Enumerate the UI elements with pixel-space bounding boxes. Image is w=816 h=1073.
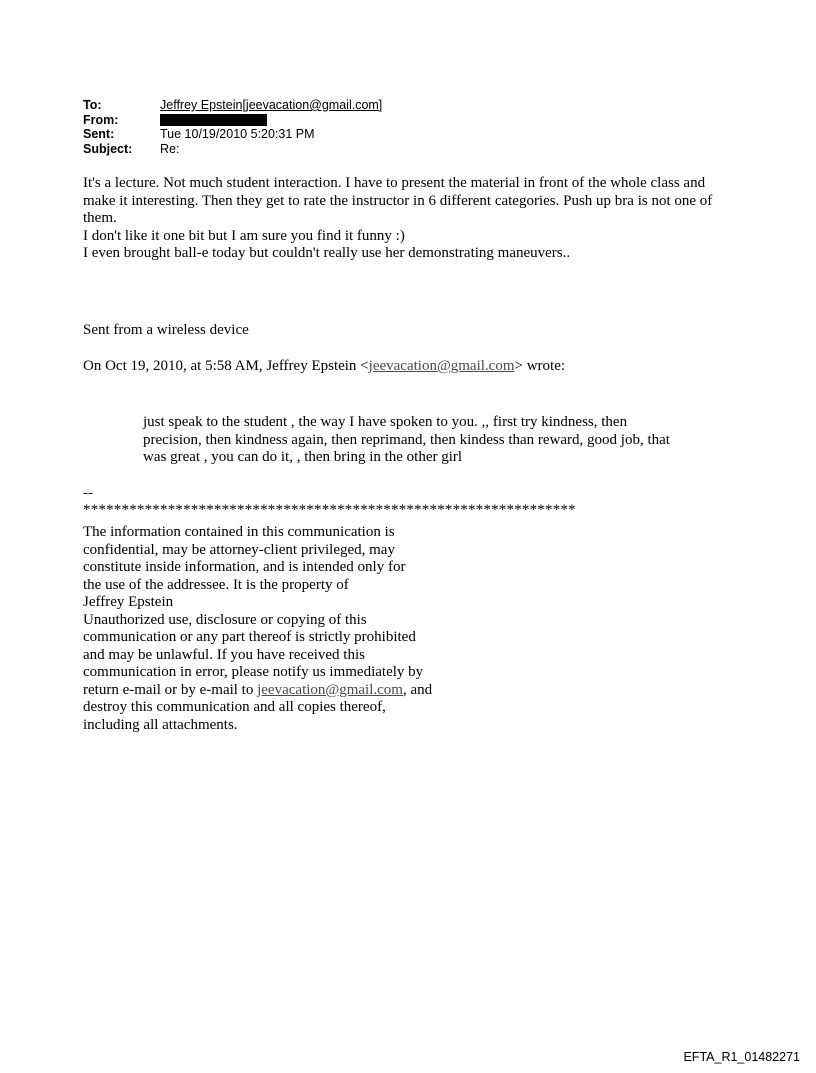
disclaimer-return-suffix: , and bbox=[402, 681, 433, 698]
disclaimer-line: destroy this communication and all copies thereof, bbox=[83, 699, 386, 715]
disclaimer-line: the use of the addressee. It is the property of bbox=[83, 576, 349, 593]
to-row bbox=[83, 98, 382, 113]
disclaimer-line: and may be unlawful. If you have received this bbox=[83, 646, 365, 663]
disclaimer-line: Jeffrey Epstein bbox=[83, 594, 174, 610]
disclaimer-line: Unauthorized use, disclosure or copying of this bbox=[83, 611, 367, 628]
quote-intro bbox=[83, 358, 565, 376]
body-line-3: I even brought ball-e today but couldn't really use her demonstrating maneuvers.. bbox=[83, 245, 571, 261]
email-body bbox=[83, 175, 733, 263]
subject-label: Subject: bbox=[83, 141, 133, 156]
disclaimer-line: communication in error, please notify us immediately by bbox=[83, 664, 424, 680]
subject-row bbox=[83, 142, 382, 157]
email-header bbox=[83, 98, 382, 156]
to-label: To: bbox=[83, 98, 102, 112]
disclaimer-email-link[interactable]: jeevacation@gmail.com bbox=[257, 681, 403, 698]
separator-stars: **************************************************************** bbox=[83, 502, 576, 518]
from-redaction-block bbox=[160, 114, 267, 126]
disclaimer-line: including all attachments. bbox=[83, 716, 238, 733]
quote-intro-prefix: On Oct 19, 2010, at 5:58 AM, Jeffrey Epstein < bbox=[83, 358, 369, 374]
body-line-2: I don't like it one bit but I am sure you find it funny :) bbox=[83, 227, 405, 244]
quote-intro-suffix: > wrote: bbox=[514, 358, 566, 374]
from-label: From: bbox=[83, 112, 119, 127]
body-paragraph-1: It's a lecture. Not much student interaction. I have to present the material in front of the whole class and make it interesting. Then they get to rate the instructor in 6 different categories. Push up bra is not one of them. bbox=[83, 175, 713, 226]
from-row bbox=[83, 113, 382, 128]
disclaimer-line: The information contained in this communication is bbox=[83, 524, 395, 540]
quoted-message: just speak to the student , the way I have spoken to you. ,, first try kindness, then precision, then kindness again, then reprimand, then kindess than reward, good job, that was great , you can do it, , then bring in the other girl bbox=[143, 414, 670, 465]
quote-intro-email-link[interactable]: jeevacation@gmail.com bbox=[368, 358, 515, 374]
disclaimer-line: confidential, may be attorney-client privileged, may bbox=[83, 541, 395, 558]
disclaimer-return-prefix: return e-mail or by e-mail to bbox=[83, 681, 258, 698]
disclaimer-line: constitute inside information, and is intended only for bbox=[83, 559, 406, 575]
sent-row bbox=[83, 127, 382, 142]
subject-value: Re: bbox=[160, 141, 180, 156]
wireless-signature: Sent from a wireless device bbox=[83, 322, 249, 338]
sent-value: Tue 10/19/2010 5:20:31 PM bbox=[160, 127, 315, 141]
confidentiality-disclaimer bbox=[83, 524, 483, 734]
sent-label: Sent: bbox=[83, 127, 115, 141]
document-id: EFTA_R1_01482271 bbox=[683, 1050, 800, 1064]
separator-dashes: -- bbox=[83, 485, 93, 501]
disclaimer-return-line bbox=[83, 682, 483, 700]
disclaimer-line: communication or any part thereof is strictly prohibited bbox=[83, 629, 416, 645]
to-value[interactable]: Jeffrey Epstein[jeevacation@gmail.com] bbox=[160, 98, 383, 112]
